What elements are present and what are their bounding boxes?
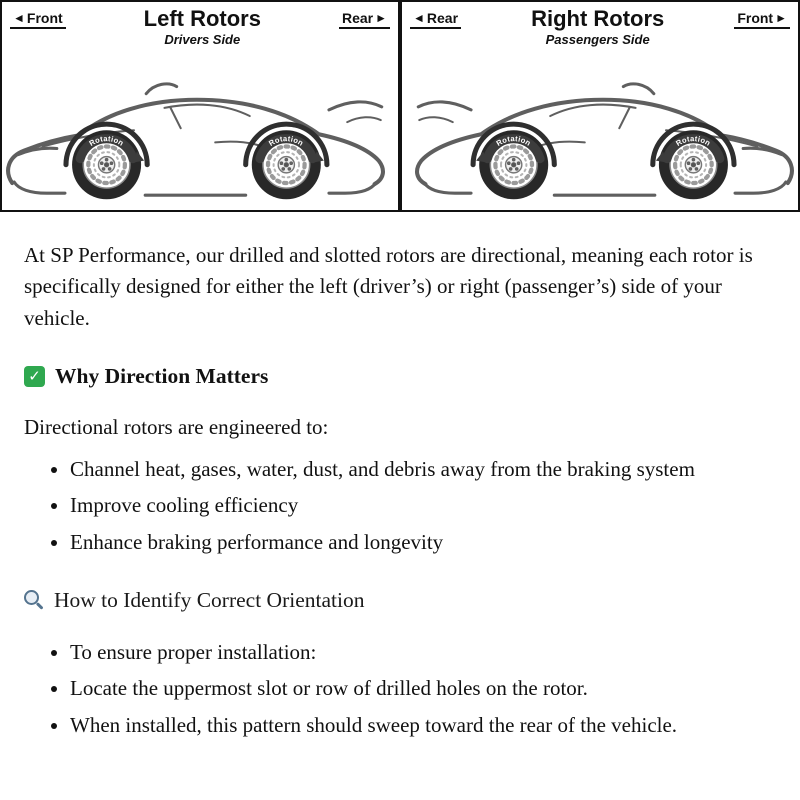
right-panel-header <box>402 2 798 47</box>
section1-bullet-list <box>24 454 774 559</box>
direction-text: Front <box>737 10 774 26</box>
rotor-direction-diagram <box>0 0 800 212</box>
rotation-label: Rotation <box>494 134 533 149</box>
rear-direction-label <box>410 10 461 29</box>
left-panel-header <box>2 2 398 47</box>
section1-lead: Directional rotors are engineered to: <box>24 415 329 440</box>
heading-text: How to Identify Correct Orientation <box>54 588 365 613</box>
front-direction-label <box>10 10 66 29</box>
intro-paragraph: At SP Performance, our drilled and slotted rotors are directional, meaning each rotor is specifically designed for either the left (driver’s) or right (passenger’s) side of your vehicle. <box>24 242 753 330</box>
car-silhouette-mirrored <box>417 84 792 199</box>
right-panel-titles <box>531 7 664 47</box>
right-arrow-icon: ► <box>375 11 387 25</box>
heading-text: Why Direction Matters <box>55 364 269 389</box>
section2-bullet-list <box>24 637 774 742</box>
list-item: • When installed, this pattern should sweep toward the rear of the vehicle. <box>70 710 774 742</box>
front-direction-label <box>734 10 790 29</box>
list-item: • Channel heat, gases, water, dust, and debris away from the braking system <box>70 454 774 486</box>
panel-subtitle: Passengers Side <box>545 32 650 48</box>
left-arrow-icon: ◄ <box>13 11 25 25</box>
direction-text: Rear <box>341 10 374 26</box>
car-illustration-left <box>2 49 398 209</box>
list-item: • Enhance braking performance and longevity <box>70 527 774 559</box>
check-glyph: ✓ <box>28 366 41 385</box>
direction-text: Rear <box>426 10 459 26</box>
check-icon <box>24 366 45 387</box>
car-silhouette <box>8 84 383 199</box>
panel-title: Left Rotors <box>143 6 261 31</box>
panel-title: Right Rotors <box>531 6 665 31</box>
article-body <box>0 212 800 770</box>
left-panel-titles <box>144 7 261 47</box>
list-item: • Locate the uppermost slot or row of drilled holes on the rotor. <box>70 673 774 705</box>
left-arrow-icon: ◄ <box>413 11 425 25</box>
left-rotors-panel <box>0 0 400 212</box>
right-rotors-panel <box>400 0 800 212</box>
list-item: • To ensure proper installation: <box>70 637 774 669</box>
rear-direction-label <box>339 10 390 29</box>
right-arrow-icon: ► <box>775 11 787 25</box>
direction-text: Front <box>26 10 63 26</box>
magnifier-icon <box>24 590 44 610</box>
rotation-label: Rotation <box>87 134 126 149</box>
section-heading-why-direction-matters <box>24 360 774 392</box>
rotation-label: Rotation <box>674 134 713 149</box>
section-heading-identify-orientation <box>24 584 774 616</box>
rotation-label: Rotation <box>267 134 306 149</box>
panel-subtitle: Drivers Side <box>164 32 241 48</box>
car-illustration-right <box>402 49 798 209</box>
list-item: • Improve cooling efficiency <box>70 490 774 522</box>
